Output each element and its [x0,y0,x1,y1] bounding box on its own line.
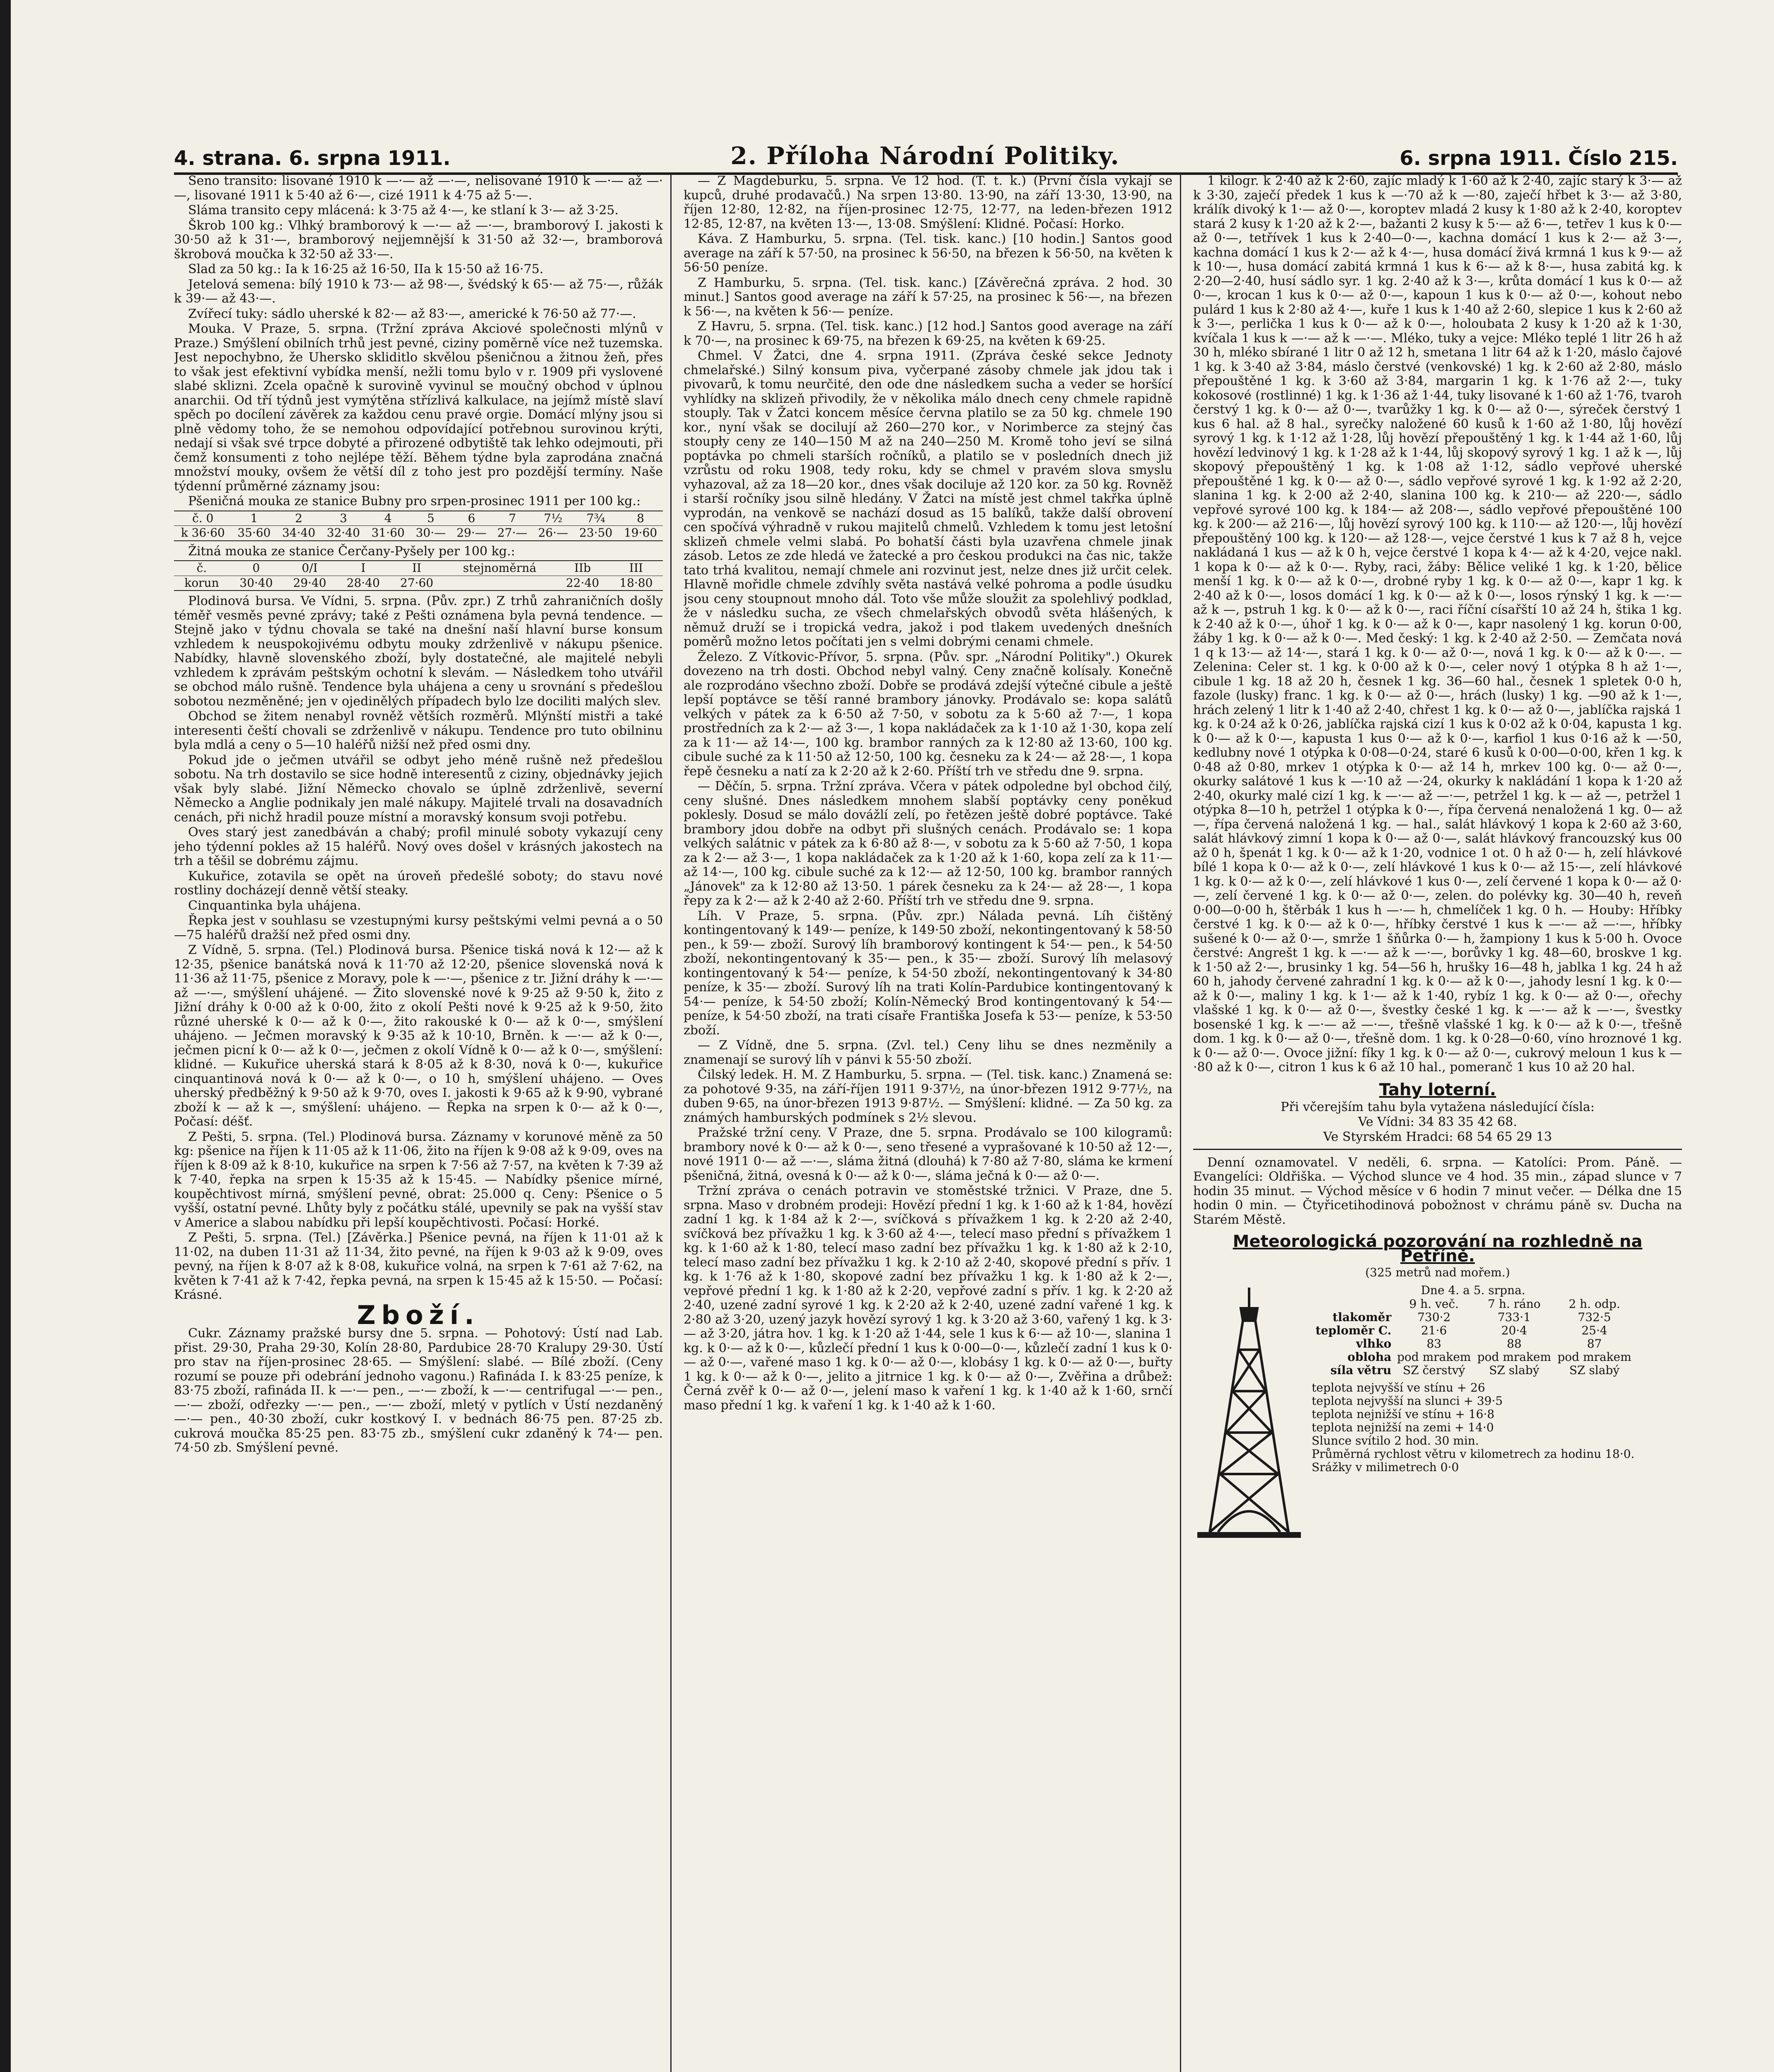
table-header-cell: 8 [618,511,663,526]
article-paragraph: Tržní zpráva o cenách potravin ve stoměstské tržnici. V Praze, dne 5. srpna. Maso v drobném prodeji: Hovězí přední 1 kg. k 1·60 až k 1·84, hovězí zadní 1 kg. k 1·84 až k 2·—, svíčková s přívažkem 1 kg. k 2·20 až 2·40, svíčková bez přívažku 1 kg. k 3·60 až 4·—, telecí maso přední s přívažkem 1 kg. k 1·60 až k 1·80, telecí maso zadní bez přívažku 1 kg. k 1·80 až k 2·10, telecí maso zadní bez přívažku 1 kg. k 2·10 až 2·40, skopové přední s přív. 1 kg. k 1·76 až k 1·80, skopové zadní bez přívažku 1 kg. k 1·80 až k 2·—, vepřové přední 1 kg. k 1·80 až k 2·20, vepřové zadní s přív. 1 kg. k 2·20 až 2·40, uzené zadní syrové 1 kg. k 2·20 až k 2·40, uzené zadní vařené 1 kg. k 2·80 až 3·20, uzený jazyk hovězí syrový 1 kg. k 3·20 až 3·60, vařený 1 kg. k 3·— až 3·20, játra hov. 1 kg. k 1·20 až 1·44, sele 1 kus k 6·— až 10·—, slanina 1 kg. k 0·— až k 0·—, kůzlečí přední 1 kus k 0·00—0·—, kůzlečí zadní 1 kus k 0·— až 0·—, vařené maso 1 kg. k 0·— až 0·—, klobásy 1 kg. k 0·— až 0·—, buřty 1 kg. k 0·— až k 0·—, jelito a jitrnice 1 kg. k 0·— až 0·—, Zvěřina a drůbež: Černá zvěř k 0·— až 0·—, jelení maso k vaření 1 kg. k 1·40 až k 1·60, srnčí maso přední 1 kg. k vaření 1 kg. k 1·40 až k 1·60. [684,1184,1172,1413]
table-cell: 30·— [416,526,446,540]
table-header-row [1312,1297,1634,1311]
meteo-table [1312,1297,1634,1377]
table-cell [1312,1297,1394,1311]
table-cell: SZ slabý [1569,1363,1620,1377]
table-header-cell: II [390,561,443,576]
table-cell: 19·60 [624,526,657,540]
meteo-notes [1312,1381,1634,1474]
rye-flour-price-table [174,560,663,591]
table-header-cell: I [336,561,390,576]
table-header-cell: 4 [366,511,411,526]
table-header-cell: 5 [411,511,451,526]
table-cell: 29·40 [293,576,326,590]
article-paragraph: Železo. Z Vítkovic-Přívor, 5. srpna. (Pův. spr. „Národní Politiky".) Okurek dovezeno na trh dosti. Obchod nebyl valný. Ceny značně kolísaly. Konečně ale rozprodáno všechno zboží. Dobře se prodává zdejší výtečné cibule a ještě lepší poptávce se těší ranné brambory jánovky. Prodávalo se: kopa salátů velkých v pátek za k 6·50 až 7·50, v sobotu za k 5·60 až 7·—, 1 kopa prostředních za k 2·— až 3·—, 1 kopa nakládaček za k 1·10 až 1·30, kopa zelí za k 11·— až 14·—, 100 kg. brambor ranných za k 12·80 až 13·60, 100 kg. cibule suché za k 11·50 až 12·50, 100 kg. česneku za k 24·— až 28·—, 1 kopa řepě česneku a natí za k 2·20 až k 2·60. Příští trh ve středu dne 9. srpna. [684,649,1172,779]
article-paragraph: Obchod se žitem nenabyl rovněž větších rozměrů. Mlýnští mistři a také interesenti čeští chovali se zdrženlivě v nákupu. Tendence pro tuto obilninu byla mdlá a ceny o 5—10 haléřů nižší než před osmi dny. [174,709,663,752]
table-cell: 18·80 [619,576,653,590]
meteo-note: teplota nejvyšší ve stínu + 26 [1312,1381,1485,1394]
table-header-cell: 2 h. odp. [1569,1297,1620,1311]
article-paragraph: Pokud jde o ječmen utvářil se odbyt jeho méně rušně než předešlou sobotu. Na trh dostavilo se sice hodně interesentů z ciziny, objednávky jejich však byly slabé. Jižní Německo chovalo se úplně zdrženlivě, severní Německo a Anglie podnikaly jen malé nákupy. Majitelé trvali na dosavadních cenách, při nichž hradil pouze místní a moravský konsum svoji potřebu. [174,753,663,825]
table-cell: SZ slabý [1489,1363,1540,1377]
lottery-title: Tahy loterní. [1379,1080,1496,1099]
header-supplement-title: 2. Příloha Národní Politiky. [730,142,1120,170]
meteo-data [1312,1283,1634,1540]
table-cell: 21·6 [1421,1324,1447,1337]
table-cell: korun [184,576,219,590]
article-paragraph: Sláma transito cepy mlácená: k 3·75 až 4·—, ke stlaní k 3·— až 3·25. [188,203,619,218]
table-header-cell: 7½ [533,511,573,526]
article-paragraph: Čilský ledek. H. M. Z Hamburku, 5. srpna. — (Tel. tisk. kanc.) Znamená se: za pohotové 9·35, na září-říjen 1911 9·37½, na únor-březen 1912 9·77½, na duben 9·65, na únor-březen 1913 9·87½. — Smýšlení: klidné. — Za 50 kg. za známých hamburských podmínek s 2½ slevou. [684,1067,1172,1125]
table-cell: 733·1 [1497,1310,1531,1324]
meteo-note: Srážky v milimetrech 0·0 [1312,1460,1459,1474]
table-cell: pod mrakem [1477,1350,1552,1364]
header-page-date: 4. strana. 6. srpna 1911. [174,147,451,170]
table-cell: 34·40 [282,526,316,540]
article-paragraph: Chmel. V Žatci, dne 4. srpna 1911. (Zpráva české sekce Jednoty chmelařské.) Silný konsum piva, vyčerpané zásoby chmele jak jdou tak i pivovarů, k tomu neurčité, den ode dne následkem sucha a veder se horšící vyhlídky na sklizeň přivodily, že v několika málo dnech ceny chmele rapidně stouply. Tak v Žatci koncem měsíce června platilo se za 50 kg. chmele 190 kor., nyní však se docilují až 260—270 kor., v Norimberce za stejný čas stoupły ceny ze 140—150 M až na 240—250 M. Kromě toho jeví se silná poptávka po chmeli starších ročníků, a platilo se v posledních dnech již vzrůstu od roku 1908, tedy roku, kdy se chmel v pravém slova smyslu vyhazoval, až za 18—20 kor., dnes však dociluje až 120 kor. za 50 kg. Rovněž i starší ročníky jsou silně hledány. V Žatci na místě jest chmel takřka úplně vyprodán, na venkově se nachází dosud as 15 balíků, takže další obrovení cen spočívá výhradně v rukou majitelů chmelů. Vzhledem k tomu jest letošní sklizeň chmele velmi slabá. Po bohatší části byla uzavřena chmele jinak zásob. Letos ze zde hledá ve žatecké a pro českou produkci na čas nic, takže tato trhá kvalitou, nemají chmele ani rozvinut jest, nelze dnes již určit celek. Hlavně mořidle chmele zdvíhly světa nastává velké pohroma a podle úsudku jsou ceny stoupnout mnoho dál. Toto vše může sloužit za spolehlivý podklad, že v následku sucha, ze všech chmelařských obvodů světa hlášených, k němuž druží se i tropická vedra, jakož i pod tlakem uvedených dnešních poměrů možno letos počítati jen s velmi dobrými cenami chmele. [684,349,1172,649]
table-cell: 25·4 [1581,1324,1607,1337]
row-label: obloha [1347,1350,1392,1364]
table-cell: 29·— [456,526,487,540]
table-row [1312,1337,1634,1351]
article-paragraph: Škrob 100 kg.: Vlhký bramborový k —·— až —·—, bramborový I. jakosti k 30·50 až k 31·—, bramborový nejjemnější k 31·50 až 32·—, bramborová škrobová moučka k 32·50 až 33·—. [174,218,663,261]
table-cell: 27·60 [400,576,433,590]
table-cell: 732·5 [1578,1310,1611,1324]
article-paragraph: Zvířecí tuky: sádlo uherské k 82·— až 83·—, americké k 76·50 až 77·—. [188,306,636,321]
column-divider [670,174,672,2072]
table-row [174,526,663,541]
row-label: vlhko [1356,1337,1392,1351]
table-header-cell: 2 [276,511,321,526]
table-header-cell: č. [174,561,230,576]
table-cell: pod mrakem [1557,1350,1631,1364]
meteo-note: teplota nejvyšší na slunci + 39·5 [1312,1394,1503,1408]
petrin-tower-illustration [1193,1283,1305,1540]
article-paragraph: Mouka. V Praze, 5. srpna. (Tržní zpráva Akciové společnosti mlýnů v Praze.) Smýšlení obilních trhů jest pevné, ciziny poměrně více než tuzemska. Jest nepochybno, že Uhersko skliditlo skvělou pšeničnou a žitnou žeň, přes to však jest efektivní vybídka menší, nežli tomu bylo v r. 1909 při vyslovené slabé sklizni. Zcela opačně k surovině vyvinul se moučný obchod v úplnou anarchii. Od tří týdnů jest vymýtěna střízlivá kalkulace, na jejímž místě slaví spěch po docílení závěrek za každou cenu pravé orgie. Domácí mlýny jsou si plně vědomy toho, že se nemohou odpovídající potřebnou surovinou krýti, nedají si však své trpce dobyté a přirozené odbytiště tak lehko odejmouti, při čemž konsumenti z toho nejlépe těží. Během týdne byla zaprodána značná množství mouky, ovšem že větší díl z toho jest pro pozdější termíny. Naše týdenní průměrné záznamy jsou: [174,322,663,494]
meteo-note: teplota nejnižší ve stínu + 16·8 [1312,1407,1495,1421]
article-paragraph: Oves starý jest zanedbáván a chabý; profil minulé soboty vykazují ceny jeho týdenní pokles až 15 haléřů. Nový oves došel v krásných jakostech na trh a těšil se dobrému zájmu. [174,825,663,868]
article-paragraph: Plodinová bursa. Ve Vídni, 5. srpna. (Pův. zpr.) Z trhů zahraničních došly téměř vesměs pevné zprávy; také z Pešti oznámena byla pevná tendence. — Stejně jako v týdnu chovala se také na dnešní naší hlavní burse konsum vzhledem k neuspokojivému odbytu mouky zdrženlivě v nákupu pšenice. Nabídky, hlavně slovenského zboží, byly dostatečné, ale majitelé nebyli vzhledem k zprávám peštským ochotní k slevám. — Následkem toho utvářil se obchod málo rušně. Tendence byla uhájena a ceny u srovnání s předešlou sobotou nezměněné; jen v ojedinělých případech bylo lze dociliti malých slev. [174,594,663,709]
table-header-cell: 6 [451,511,492,526]
table-cell: 27·— [497,526,527,540]
column-3 [1193,174,1682,2072]
table-cell: SZ čerstvý [1403,1363,1465,1377]
table-header-cell: III [609,561,663,576]
table-header-row [174,561,663,576]
article-paragraph: Řepka jest v souhlasu se vzestupnými kursy peštskými velmi pevná a o 50—75 haléřů dražší než před osmi dny. [174,913,663,942]
article-paragraph: — Děčín, 5. srpna. Tržní zpráva. Včera v pátek odpoledne byl obchod čilý, ceny slušné. Dnes následkem mnohem slabší poptávky ceny poněkud poklesly. Dosud se málo dovážlí zelí, po řetězen ještě dobré poptávce. Také brambory jdou dobře na odbyt při slušných cenách. Prodávalo se: 1 kopa velkých salátnic v pátek za k 6·80 až 8·—, v sobotu za k 5·60 až 7·50, 1 kopa za k 2·— až 3·—, 1 kopa nakládaček za k 1·20 až k 1·60, kopa zelí za k 11·— až 14·—, 100 kg. cibule suché za k 12·— až 12·50, 100 kg. brambor ranných „Jánovek" za k 12·80 až 13·50. 1 párek česneku za k 24·— až 28·—, 1 kopa řepy za k 2·— až k 2·40 až 2·60. Příští trh ve středu dne 9. srpna. [684,779,1172,908]
lottery-hradec: Ve Styrském Hradci: 68 54 65 29 13 [1323,1129,1552,1144]
table-cell: 32·40 [326,526,360,540]
table-header-row [174,511,663,526]
article-paragraph: Líh. V Praze, 5. srpna. (Pův. zpr.) Nálada pevná. Líh čištěný kontingentovaný k 149·— peníze, k 149·50 zboží, nekontingentovaný k 58·50 pen., k 59·— zboží. Surový líh bramborový kontingent k 54·— pen., k 54·50 zboží, nekontingentovaný k 35·— pen., k 35·— zboží. Surový líh melasový kontingentovaný k 54·— peníze, k 54·50 zboží, nekontingentovaný k 34·80 peníze, k 35·— zboží. Surový líh na trati Kolín-Pardubice kontingentovaný k 54·— peníze, k 54·50 zboží; Kolín-Německý Brod kontingentovaný k 54·— peníze, k 54·50 zboží, na trati císaře Františka Josefa k 53·— peníze, k 53·50 zboží. [684,908,1172,1038]
meteo-subtitle: (325 metrů nad mořem.) [1365,1266,1510,1279]
table-cell: 23·50 [579,526,613,540]
table-header-cell: č. 0 [174,511,232,526]
daily-notice: Denní oznamovatel. V neděli, 6. srpna. — Katolíci: Prom. Páně. — Evangelíci: Oldřiška. — Východ slunce ve 4 hod. 35 min., západ slunce v 7 hodin 35 minut. — Východ měsíce v 6 hodin 7 minut večer. — Délka dne 15 hodin 0 min. — Čtyřicetihodinová pobožnost v chrámu páně sv. Ducha na Starém Městě. [1193,1155,1682,1227]
lottery-box [1193,1082,1682,1150]
table-cell: 30·40 [239,576,273,590]
table-cell: 28·40 [346,576,380,590]
article-paragraph: Jetelová semena: bílý 1910 k 73·— až 98·—, švédský k 65·— až 75·—, růžák k 39·— až 43·—. [174,277,663,306]
row-label: tlakoměr [1332,1310,1392,1324]
table-cell [444,576,556,591]
article-paragraph: Cinquantinka byla uhájena. [188,898,361,913]
column-1 [174,174,663,2072]
table-cell: 83 [1426,1337,1442,1351]
table-row [1312,1311,1634,1324]
page-header [174,137,1678,175]
table-header-cell: 1 [232,511,276,526]
article-paragraph: Pražské tržní ceny. V Praze, dne 5. srpna. Prodávalo se 100 kilogramů: brambory nové k 0·— až k 0·—, seno třesené a vyprašované k 10·50 až 12·—, nové 1911 0·— až —·—, sláma žitná (dlouhá) k 7·80 až 7·80, sláma ke krmení pšeničná, žitná, ovesná k 0·— až k 0·—, sláma ječná k 0·— až 0·—. [684,1126,1172,1183]
table-row [1312,1364,1634,1377]
table-header-cell: stejnoměrná [444,561,556,576]
table-cell: pod mrakem [1397,1350,1471,1364]
section-heading-goods: Zboží. [357,1300,480,1330]
lottery-vienna: Ve Vídni: 34 83 35 42 68. [1358,1114,1517,1129]
table-header-cell: 0/I [283,561,336,576]
table-header-cell: 7¾ [573,511,618,526]
row-label: teploměr C. [1315,1324,1392,1337]
article-paragraph: Z Hamburku, 5. srpna. (Tel. tisk. kanc.) [Závěrečná zpráva. 2 hod. 30 minut.] Santos good average na září k 57·25, na prosinec k 56·—, na březen k 56·—, na květen k 56·— peníze. [684,275,1172,319]
table-cell: 20·4 [1501,1324,1527,1337]
meteo-note: Slunce svítilo 2 hod. 30 min. [1312,1434,1479,1447]
article-paragraph: Cukr. Záznamy pražské bursy dne 5. srpna. — Pohotový: Ústí nad Lab. přist. 29·30, Praha 29·30, Kolín 28·80, Pardubice 28·70 Kralupy 29·30. Ústí pro stav na říjen-prosinec 28·65. — Smýšlení: slabé. — Bílé zboží. (Ceny rozumí se pouze při odebrání jednoho vagonu.) Rafináda I. k 83·25 peníze, k 83·75 zboží, rafináda II. k —·— pen., —·— zboží, k —·— centrifugal —·— pen., —·— zboží, odřezky —·— pen., —·— zboží, mletý v pytlích v Ústí nezdaněný —·— pen., 40·30 zboží, cukr kostkový I. v bednách 86·75 pen. 87·25 zb. cukrová moučka 85·25 pen. 83·75 zb., smýšlení cukr zdaněný k 74·— pen. 74·50 zb. Smýšlení pevné. [174,1326,663,1455]
table-cell: 22·40 [566,576,599,590]
table-cell: k 36·60 [181,526,225,540]
table-header-cell: 0 [230,561,283,576]
article-paragraph: Z Vídně, 5. srpna. (Tel.) Plodinová bursa. Pšenice tiská nová k 12·— až k 12·35, pšenice banátská nová k 11·70 až 12·20, pšenice slovenská nová k 11·36 až 11·75, pšenice z Moravy, pole k —·—, pšenice z tr. Jižní dráhy k —·— až —·—, smýšlení uhájené. — Žito slovenské nové k 9·25 až 9·50 k, žito z Jižní dráhy k 0·00 až k 0·00, žito z okolí Pešti nové k 9·25 až k 9·50, žito různé uherské k 0·— až k 0·—, žito rakouské k 0·— až k 0·—, smýšlení uhájeno. — Ječmen moravský k 9·35 až k 10·10, Brněn. k —·— až k 0·—, ječmen picní k 0·— až k 0·—, ječmen z okolí Vídně k 0·— až k 0·—, smýšlení: klidné. — Kukuřice uherská stará k 8·05 až k 8·30, nová k 0·—, kukuřice cinquantinová nová k 0·— až k 0·—, o 10 h, smýšlení uhájeno. — Oves uherský předběžný k 9·50 až k 9·70, oves I. jakosti k 9·65 až k 9·90, vybrané zboží k — až k —, smýšlení: uhájeno. — Řepka na srpen k 0·— až k 0·—, Počasí: déšť. [174,943,663,1129]
table-row [1312,1351,1634,1364]
wheat-flour-price-table [174,511,663,541]
article-paragraph: — Z Vídně, dne 5. srpna. (Zvl. tel.) Ceny lihu se dnes nezměnily a znamenají se surový líh v pánvi k 55·50 zboží. [684,1038,1172,1067]
table-cell: 35·60 [237,526,271,540]
meteo-date: Dne 4. a 5. srpna. [1421,1283,1525,1297]
article-paragraph: — Z Magdeburku, 5. srpna. Ve 12 hod. (T. t. k.) (První čísla vykají se kupců, druhé prodavačů.) Na srpen 13·80. 13·90, na září 13·30, 13·90, na říjen 12·80, 12·82, na říjen-prosinec 12·75, 12·77, na leden-březen 1912 12·85, 12·87, na květen 13·—, 13·08. Smýšlení: Klidné. Počasí: Horko. [684,174,1172,231]
table-cell: 88 [1507,1337,1522,1351]
table-header-cell: 9 h. več. [1409,1297,1459,1311]
meteo-block [1193,1283,1682,1540]
column-2 [684,174,1172,2072]
article-paragraph: Pšeničná mouka ze stanice Bubny pro srpen-prosinec 1911 per 100 kg.: [188,494,641,508]
table-row [174,576,663,591]
column-divider [1180,174,1181,2072]
article-paragraph: Z Pešti, 5. srpna. (Tel.) Plodinová bursa. Záznamy v korunové měně za 50 kg: pšenice na říjen k 11·05 až k 11·06, žito na říjen k 9·08 až k 9·09, oves na říjen k 8·09 až k 8·10, kukuřice na srpen k 7·56 až 7·57, na květen k 7·39 až k 7·40, řepka na srpen k 15·35 až k 15·45. — Nabídky pšenice mírné, koupěchtivost mírná, smýšlení pevné, obrat: 25.000 q. Ceny: Pšenice o 5 vyšší, ostatní pevné. Lhůty byly z počátku stálé, upevnily se pak na vyšší stav v Americe a slabou nabídku při lepší koupěchtivosti. Počasí: Horké. [174,1129,663,1230]
table-header-cell: 3 [321,511,366,526]
table-cell: 31·60 [371,526,405,540]
table-caption: Žitná mouka ze stanice Čerčany-Pyšely per 100 kg.: [188,544,515,559]
article-paragraph: Z Pešti, 5. srpna. (Tel.) [Závěrka.] Pšenice pevná, na říjen k 11·01 až k 11·02, na duben 11·31 až 11·34, žito pevné, na říjen k 9·03 až k 9·09, oves pevný, na říjen k 8·07 až k 8·08, kukuřice volná, na srpen k 7·61 až 7·62, na květen k 7·41 až k 7·42, řepka pevná, na srpen k 15·45 až k 15·50. — Počasí: Krásné. [174,1230,663,1302]
meteo-note: teplota nejnižší na zemi + 14·0 [1312,1421,1494,1434]
table-cell: 26·— [538,526,568,540]
table-row [1312,1324,1634,1337]
article-paragraph: Z Havru, 5. srpna. (Tel. tisk. kanc.) [12 hod.] Santos good average na září k 70·—, na prosinec k 69·75, na březen k 69·25, na květen k 69·25. [684,319,1172,348]
table-cell: 730·2 [1417,1310,1451,1324]
meteo-note: Průměrná rychlost větru v kilometrech za hodinu 18·0. [1312,1447,1635,1461]
table-header-cell: 7 [492,511,532,526]
table-cell: 87 [1587,1337,1602,1351]
article-paragraph: 1 kilogr. k 2·40 až k 2·60, zajíc mladý k 1·60 až k 2·40, zajíc starý k 3·— až k 3·30, zaječí předek 1 kus k —·70 až k —·80, zaječí hřbet k 3·— až 3·80, králík divoký k 1·— až 0·—, koroptev mladá 2 kusy k 1·80 až k 2·40, koroptev stará 2 kusy k 1·20 až k 2·—, bažanti 2 kusy k 5·— až 6·—, tetřev 1 kus k 0·— až 0·—, tetřívek 1 kus k 2·40—0·—, kachna domácí 1 kus k 2·— až 3·—, kachna domácí 1 kus k 2·— až k 4·—, husa domácí živá krmná 1 kus k 9·— až k 10·—, husa domácí zabitá krmná 1 kus k 6·— až k 8·—, husa zabitá kg. k 2·20—2·40, husí sádlo syr. 1 kg. 2·40 až k 3·—, krůta domácí 1 kus k 0·— až 0·—, krocan 1 kus k 0·— až 0·—, kapoun 1 kus k 0·— až 0·—, kohout nebo pulárd 1 kus k 2·80 až 4·—, kuře 1 kus k 1·40 až 2·60, slepice 1 kus k 2·60 až k 3·—, perlička 1 kus k 0·— až k 0·—, holoubata 2 kusy k 1·20 až k 1·30, kvíčala 1 kus k —·— až k —·—. Mléko, tuky a vejce: Mléko teplé 1 litr 26 h až 30 h, mléko sbírané 1 litr 0 až 12 h, smetana 1 litr 64 až k 1·20, máslo čajové 1 kg. k 3·40 až 3·84, máslo čerstvé (venkovské) 1 kg. k 2·60 až 2·80, máslo přepouštěné 1 kg. k 3·60 až 3·84, margarin 1 kg. k 1·76 až 2·—, tuky kokosové (rostlinné) 1 kg. k 1·36 až 1·44, tuky lisované k 1·60 až 1·76, tvaroh čerstvý 1 kg. k 0·— až 0·—, tvarůžky 1 kg. k 0·— až 0·—, sýreček čerstvý 1 kus 6 hal. až 8 hal., syrečky naložené 60 kusů k 1·60 až 1·80, lůj hovězí syrový 1 kg. k 1·12 až 1·28, lůj hovězí přepouštěný 1 kg. k 1·44 až 1·60, lůj hovězí ledvinový 1 kg. k 1·28 až k 1·44, lůj skopový syrový 1 kg. 1 až k —, lůj skopový přepouštěný 1 kg. k 1·08 až 1·12, sádlo vepřové uherské přepouštěné 1 kg. k 0·— až 0·—, sádlo vepřové syrové 1 kg. k 1·92 až 2·20, slanina 1 kg. k 2·00 až 2·40, slanina 100 kg. k 210·— až 220·—, sádlo vepřové syrové 100 kg. k 184·— až 208·—, sádlo vepřové přepouštěné 100 kg. k 200·— až 216·—, lůj hovězí syrový 100 kg. k 110·— až 120·—, lůj hovězí přepouštěný 100 kg. k 120·— až 128·—, vejce čerstvé 1 kus k 7 až 8 h, vejce nakládaná 1 kus — až k 0 h, vejce čerstvé 1 kopa k 4·— až k 4·20, vejce nakl. 1 kopa k 0·— až k 0·—. Ryby, raci, žáby: Bělice veliké 1 kg. k 1·20, bělice menší 1 kg. k 0·— až k 0·—, drobné ryby 1 kg. k 0·— až 0·—, kapr 1 kg. k 2·40 až k 0·—, losos domácí 1 kg. k 0·— až k 0·—, losos rýnský 1 kg. k —·— až k —, pstruh 1 kg. k 0·— až k 0·—, raci říční císařští 10 až 24 h, štika 1 kg. k 2·40 až k 0·—, úhoř 1 kg. k 0·— až k 0·—, kapr nasolený 1 kg. korun 0·00, žáby 1 kg. k 0·— až k 0·—. Med český: 1 kg. k 2·40 až 2·50. — Zemčata nová 1 q k 13·— až 14·—, stará 1 kg. k 0·— až 0·—, nová 1 kg. k 0·— až k 0·—. — Zelenina: Celer st. 1 kg. k 0·00 až k 0·—, celer nový 1 otýpka 8 h až 1·—, cibule 1 kg. 18 až 20 h, česnek 1 kg. 36—60 hal., česnek 1 spletek 0·0 h, fazole (lusky) franc. 1 kg. k 0·— až 0·—, hrách (lusky) 1 kg. —90 až k 1·—, hrách zelený 1 litr k 1·40 až 2·40, chřest 1 kg. k 0·— až 0·—, jablíčka rajská 1 kg. k 0·24 až k 0·26, jablíčka rajská cizí 1 kus k 0·02 až k 0·04, kapusta 1 kg. k 0·— až k 0·—, kapusta 1 kus 0·— až k 0·—, karfiol 1 kus 0·16 až k —·50, kedlubny nové 1 otýpka k 0·08—0·24, staré 6 kusů k 0·00—0·00, křen 1 kg. k 0·48 až 0·80, mrkev 1 otýpka k 0·— až 14 h, mrkev 100 kg. 0·— až 0·—, okurky salátové 1 kus k —·10 až —·24, okurky k nakládání 1 kopa k 1·20 až 2·40, okurky malé cizí 1 kg. k —·— až —·—, petržel 1 kg. k — až —, petržel 1 otýpka 8—10 h, petržel 1 otýpka k 0·—, řípa červená nenaložená 1 kg. 0— až —, řípa červená naložená 1 kg. — hal., salát hlávkový 1 kopa k 2·60 až 3·60, salát hlávkový zimní 1 kopa k 0·— až 0·—, salát hlávkový francouzský kus 00 až 0 h, špenát 1 kg. k 0·— až k 1·20, vodnice 1 ot. 0 h až 0·— h, zelí hlávkové bílé 1 kopa k 0·— až k 0·—, zelí hlávkové 1 kus k 0·— až 15·—, zelí hlávkové 1 kg. k 0·— až k 0·—, zelí hlávkové 1 kus 0·—, zelí červené 1 kopa k 0·— až 0·—, zelí červené 1 kg. k 0·— až 0·—, zelen. do polévky kg. 30—40 h, reveň 0·00—0·00 h, štěrbák 1 kus h —·— h, chmelíček 1 kg. 0 h. — Houby: Hříbky čerstvé 1 kg. k 0·— až k 0·—, hříbky čerstvé 1 kus k —·— až —·—, hříbky sušené k 0·— až 0·—, smrže 1 šňůrka 0·— h, žampiony 1 kus k 5·00 h. Ovoce čerstvé: Angrešt 1 kg. k —·— až k —·—, borůvky 1 kg. 48—60, broskve 1 kg. k 1·50 až 2·—, brusinky 1 kg. 54—56 h, hrušky 16—48 h, jablka 1 kg. 24 h až 60 h, jahody červené zahradní 1 kg. k 0·— až k 0·—, jahody lesní 1 kg. k 0·— až k 0·—, maliny 1 kg. k 1·— až k 1·40, rybíz 1 kg. k 0·— až 0·—, ořechy vlašské 1 kg. k 0·— až 0·—, švestky české 1 kg. k —·— až k —·—, švestky bosenské 1 kg. k —·— až —·—, třešně vlašské 1 kg. k 0·— až k 0·—, třešně dom. 1 kg. k 0·— až 0·—, třešně dom. 1 kg. k 0·28—0·60, víno hroznové 1 kg. k 0·— až 0·—. Ovoce jižní: fíky 1 kg. k 0·— až 0·—, cukrový meloun 1 kus k —·80 až k 0·—, citron 1 kus k 6 až 10 hal., pomeranč 1 kus 10 až 20 hal. [1193,174,1682,1075]
article-paragraph: Kukuřice, zotavila se opět na úroveň předešlé soboty; do stavu nové rostliny docházejí denně větší steaky. [174,869,663,898]
lottery-intro: Při včerejším tahu byla vytažena následující čísla: [1281,1099,1595,1114]
meteo-title: Meteorologická pozorování na rozhledně na Petříně. [1233,1232,1643,1266]
article-paragraph: Slad za 50 kg.: Ia k 16·25 až 16·50, IIa k 15·50 až 16·75. [188,262,544,276]
article-paragraph: Káva. Z Hamburku, 5. srpna. (Tel. tisk. kanc.) [10 hodin.] Santos good average na září k 57·50, na prosinec k 56·50, na březen k 56·50, na květen k 56·50 peníze. [684,232,1172,275]
table-header-cell: IIb [556,561,609,576]
article-paragraph: Seno transito: lisované 1910 k —·— až —·—, nelisované 1910 k —·— až —·—, lisované 1911 k 5·40 až 6·—, cizé 1911 k 4·75 až 5·—. [174,174,663,203]
header-issue-number: 6. srpna 1911. Číslo 215. [1399,147,1678,170]
table-header-cell: 7 h. ráno [1488,1297,1541,1311]
row-label: síla větru [1330,1363,1392,1377]
